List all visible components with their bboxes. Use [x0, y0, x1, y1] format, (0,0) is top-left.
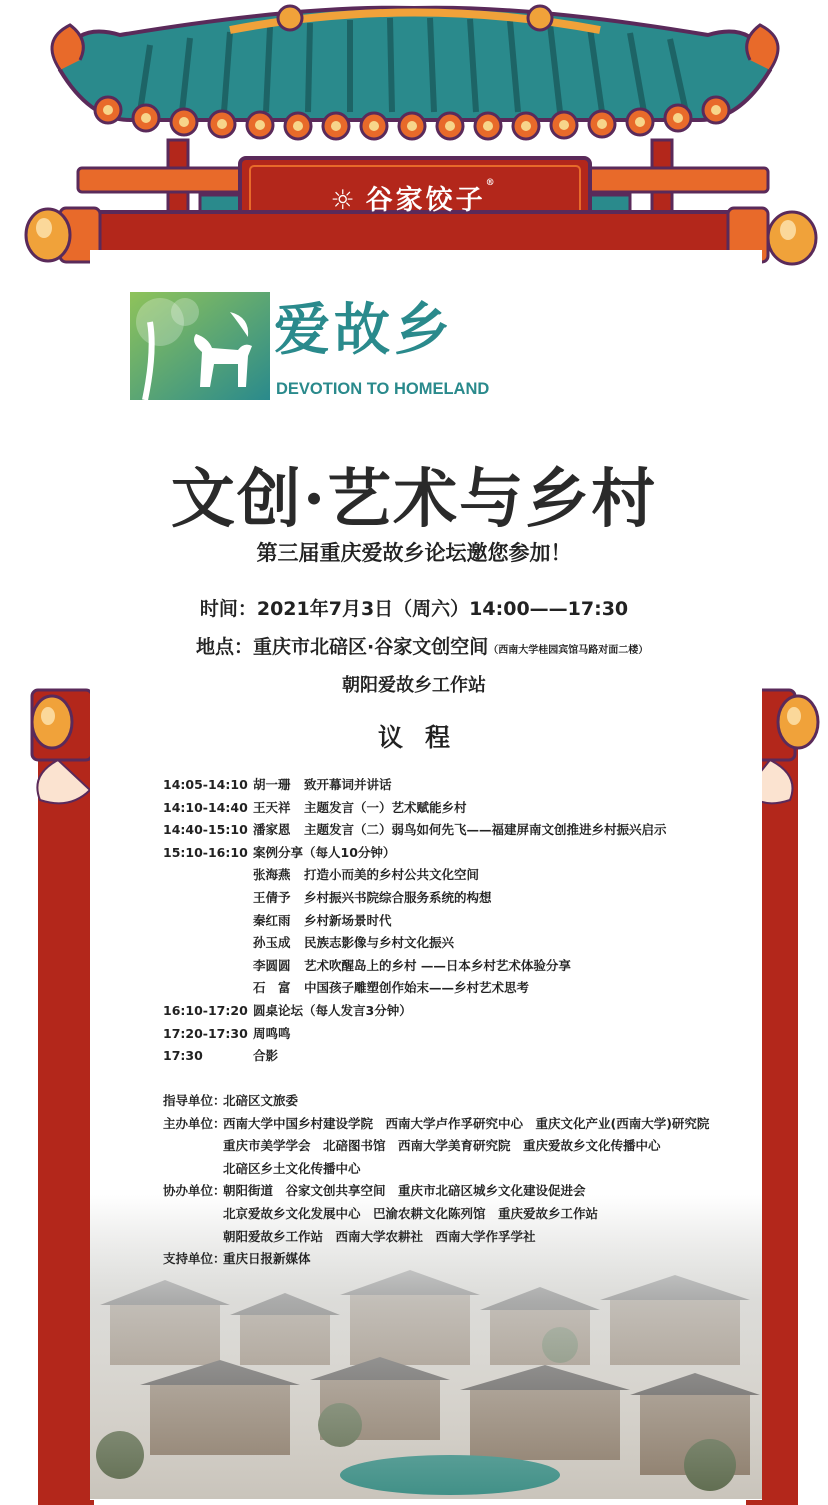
host-unit-value: 北碚区乡土文化传播中心: [223, 1160, 361, 1176]
agenda-row: [163, 842, 763, 865]
co-unit-value: 朝阳街道 谷家文创共享空间 重庆市北碚区城乡文化建设促进会: [223, 1183, 586, 1199]
agenda-topic: 案例分享（每人10分钟）: [253, 844, 396, 860]
agenda-row: [163, 1023, 763, 1046]
host-unit-row: [163, 1158, 763, 1181]
agenda-speaker: 王天祥: [253, 799, 291, 815]
case-speaker: 秦红雨: [253, 912, 291, 928]
tree-dog-icon: [130, 292, 270, 400]
case-topic: 中国孩子雕塑创作始末——乡村艺术思考: [304, 980, 530, 996]
case-row: [163, 977, 763, 1000]
agenda-row: [163, 774, 763, 797]
co-unit-value: 朝阳爱故乡工作站 西南大学农耕社 西南大学作孚学社: [223, 1228, 536, 1244]
main-title: 文创·艺术与乡村: [170, 462, 658, 537]
case-speaker: 石 富: [253, 980, 291, 996]
case-row: [163, 932, 763, 955]
agenda-topic: 致开幕词并讲话: [304, 777, 392, 792]
event-place: [196, 632, 648, 659]
case-row: [163, 864, 763, 887]
brand-registered-mark: ®: [485, 178, 498, 188]
co-unit-row: [163, 1180, 763, 1203]
temple-roof: [0, 0, 828, 275]
case-speaker: 李圆圆: [253, 957, 291, 973]
co-unit-label: 协办单位：: [163, 1183, 226, 1199]
co-unit-value: 北京爱故乡文化发展中心 巴渝农耕文化陈列馆 重庆爱故乡工作站: [223, 1205, 599, 1221]
agenda-title: 议程: [377, 723, 472, 752]
agenda-time: 15:10-16:10: [163, 844, 248, 860]
case-topic: 乡村振兴书院综合服务系统的构想: [304, 889, 492, 905]
agenda-time: 16:10-17:20: [163, 1002, 248, 1018]
host-unit-row: [163, 1135, 763, 1158]
case-speaker: 王倩予: [253, 889, 291, 905]
case-row: [163, 887, 763, 910]
agenda-topic: 合影: [253, 1048, 279, 1064]
station-name: 朝阳爱故乡工作站: [342, 675, 486, 696]
brand-name: 谷家饺子: [365, 185, 486, 216]
logo-english: DEVOTION TO HOMELAND: [276, 380, 490, 398]
case-speaker: 孙玉成: [253, 935, 291, 951]
event-time: 时间：2021年7月3日（周六）14:00——17:30: [199, 598, 629, 620]
event-place-text: 地点：重庆市北碚区·谷家文创空间: [196, 636, 489, 658]
co-unit-row: [163, 1203, 763, 1226]
agenda-speaker: 胡一珊: [253, 777, 291, 792]
case-topic: 乡村新场景时代: [304, 912, 392, 928]
case-topic: 艺术吹醒岛上的乡村 ——日本乡村艺术体验分享: [304, 957, 571, 973]
agenda-speaker: 潘家恩: [253, 822, 291, 838]
support-unit-label: 支持单位：: [163, 1251, 226, 1267]
agenda-row: [163, 819, 763, 842]
agenda-time: 14:05-14:10: [163, 777, 248, 792]
left-red-banner: [38, 745, 94, 1505]
organizer-list: [163, 1090, 763, 1271]
case-speaker: 张海燕: [253, 867, 291, 883]
case-row: [163, 955, 763, 978]
agenda-list: [163, 774, 763, 1068]
guide-unit-value: 北碚区文旅委: [223, 1093, 299, 1108]
host-unit-value: 西南大学中国乡村建设学院 西南大学卢作孚研究中心 重庆文化产业(西南大学)研究院: [223, 1115, 710, 1131]
agenda-time: 17:20-17:30: [163, 1025, 248, 1041]
agenda-time: 14:40-15:10: [163, 822, 248, 838]
agenda-row: [163, 797, 763, 820]
guide-unit-label: 指导单位：: [163, 1093, 226, 1108]
devotion-logo: [130, 292, 490, 404]
co-unit-row: [163, 1226, 763, 1249]
case-topic: 民族志影像与乡村文化振兴: [304, 935, 455, 951]
logo-chinese: 爱故乡: [274, 297, 454, 363]
agenda-topic: 周鸣鸣: [253, 1025, 291, 1041]
event-place-note: （西南大学桂园宾馆马路对面二楼）: [488, 645, 649, 656]
case-row: [163, 910, 763, 933]
agenda-time: 17:30: [163, 1048, 203, 1064]
agenda-topic: 圆桌论坛（每人发言3分钟）: [253, 1002, 412, 1018]
brand-symbol: ☼: [330, 185, 358, 216]
agenda-topic: 主题发言（二）弱鸟如何先飞——福建屏南文创推进乡村振兴启示: [304, 822, 667, 838]
host-unit-row: [163, 1113, 763, 1136]
agenda-row: [163, 1000, 763, 1023]
forum-invitation: 第三届重庆爱故乡论坛邀您参加！: [256, 541, 572, 565]
agenda-time: 14:10-14:40: [163, 799, 248, 815]
support-unit-value: 重庆日报新媒体: [223, 1251, 311, 1267]
agenda-topic: 主题发言（一）艺术赋能乡村: [304, 799, 467, 815]
case-topic: 打造小而美的乡村公共文化空间: [304, 867, 480, 883]
brand-sign: [248, 178, 580, 217]
support-unit-row: [163, 1248, 763, 1271]
guide-unit-row: [163, 1090, 763, 1113]
host-unit-label: 主办单位：: [163, 1115, 226, 1131]
agenda-row: [163, 1045, 763, 1068]
host-unit-value: 重庆市美学学会 北碚图书馆 西南大学美育研究院 重庆爱故乡文化传播中心: [223, 1138, 661, 1154]
